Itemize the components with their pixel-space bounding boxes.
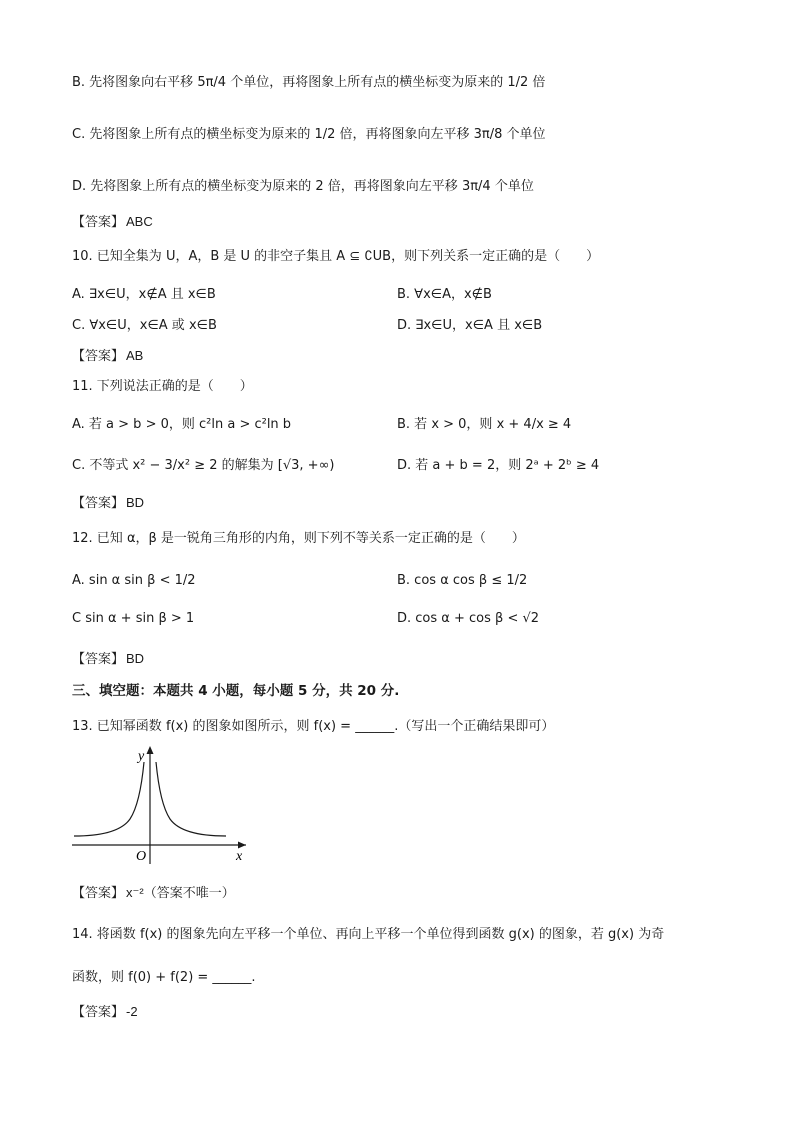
question-10: 10. 已知全集为 U，A，B 是 U 的非空子集且 A ⊆ ∁UB，则下列关系一定正确的是（ ） [72, 249, 600, 264]
right-branch-curve [156, 762, 226, 836]
section-3-heading: 三、填空题：本题共 4 小题，每小题 5 分，共 20 分. [72, 683, 400, 699]
q11-option-d: D. 若 a + b = 2，则 2ᵃ + 2ᵇ ≥ 4 [397, 458, 600, 473]
q10-option-d: D. ∃x∈U，x∈A 且 x∈B [397, 318, 543, 333]
answer-value: AB [126, 348, 144, 363]
answer-label: 【答案】 [72, 496, 125, 511]
q10-option-a: A. ∃x∈U，x∉A 且 x∈B [72, 287, 216, 302]
answer-12 [72, 650, 144, 669]
answer-value: ABC [126, 214, 153, 229]
q12-option-a: A. sin α sin β < 1/2 [72, 573, 196, 588]
x-axis-label: x [236, 849, 243, 864]
y-axis-label: y [138, 749, 145, 764]
answer-value: BD [126, 651, 145, 666]
answer-label: 【答案】 [72, 652, 125, 667]
q10-option-b: B. ∀x∈A，x∉B [397, 287, 492, 302]
question-14-line1: 14. 将函数 f(x) 的图象先向左平移一个单位、再向上平移一个单位得到函数 g(x) 的图象，若 g(x) 为奇 [72, 927, 665, 942]
answer-value: x⁻²（答案不唯一） [126, 885, 235, 900]
y-axis-arrow [147, 746, 154, 754]
x-axis-arrow [238, 842, 246, 849]
left-branch-curve [74, 762, 144, 836]
origin-label: O [136, 849, 147, 864]
answer-9 [72, 213, 153, 232]
option-d: D. 先将图象上所有点的横坐标变为原来的 2 倍，再将图象向左平移 3π/4 个单位 [72, 179, 534, 194]
answer-label: 【答案】 [72, 349, 125, 364]
answer-value: -2 [126, 1004, 138, 1019]
q10-option-c: C. ∀x∈U，x∈A 或 x∈B [72, 318, 217, 333]
question-14-line2: 函数，则 f(0) + f(2) = ______. [72, 970, 256, 985]
q12-option-b: B. cos α cos β ≤ 1/2 [397, 573, 528, 588]
q11-option-a: A. 若 a > b > 0，则 c²ln a > c²ln b [72, 417, 292, 432]
answer-14 [72, 1003, 138, 1022]
answer-label: 【答案】 [72, 1005, 125, 1020]
answer-11 [72, 494, 144, 513]
question-11: 11. 下列说法正确的是（ ） [72, 379, 253, 394]
q11-option-c: C. 不等式 x² − 3/x² ≥ 2 的解集为 [√3, +∞) [72, 458, 335, 473]
answer-label: 【答案】 [72, 886, 125, 901]
q12-option-c: C sin α + sin β > 1 [72, 611, 195, 626]
option-c: C. 先将图象上所有点的横坐标变为原来的 1/2 倍，再将图象向左平移 3π/8 个单位 [72, 127, 546, 142]
question-12: 12. 已知 α，β 是一锐角三角形的内角，则下列不等关系一定正确的是（ ） [72, 531, 525, 546]
power-function-graph [68, 742, 258, 867]
answer-value: BD [126, 495, 145, 510]
q12-option-d: D. cos α + cos β < √2 [397, 611, 540, 626]
answer-13 [72, 884, 235, 903]
question-13: 13. 已知幂函数 f(x) 的图象如图所示，则 f(x) = ______.（写出一个正确结果即可） [72, 719, 555, 734]
answer-10 [72, 347, 143, 366]
answer-label: 【答案】 [72, 215, 125, 230]
q11-option-b: B. 若 x > 0，则 x + 4/x ≥ 4 [397, 417, 572, 432]
option-b: B. 先将图象向右平移 5π/4 个单位，再将图象上所有点的横坐标变为原来的 1/2 倍 [72, 75, 546, 90]
